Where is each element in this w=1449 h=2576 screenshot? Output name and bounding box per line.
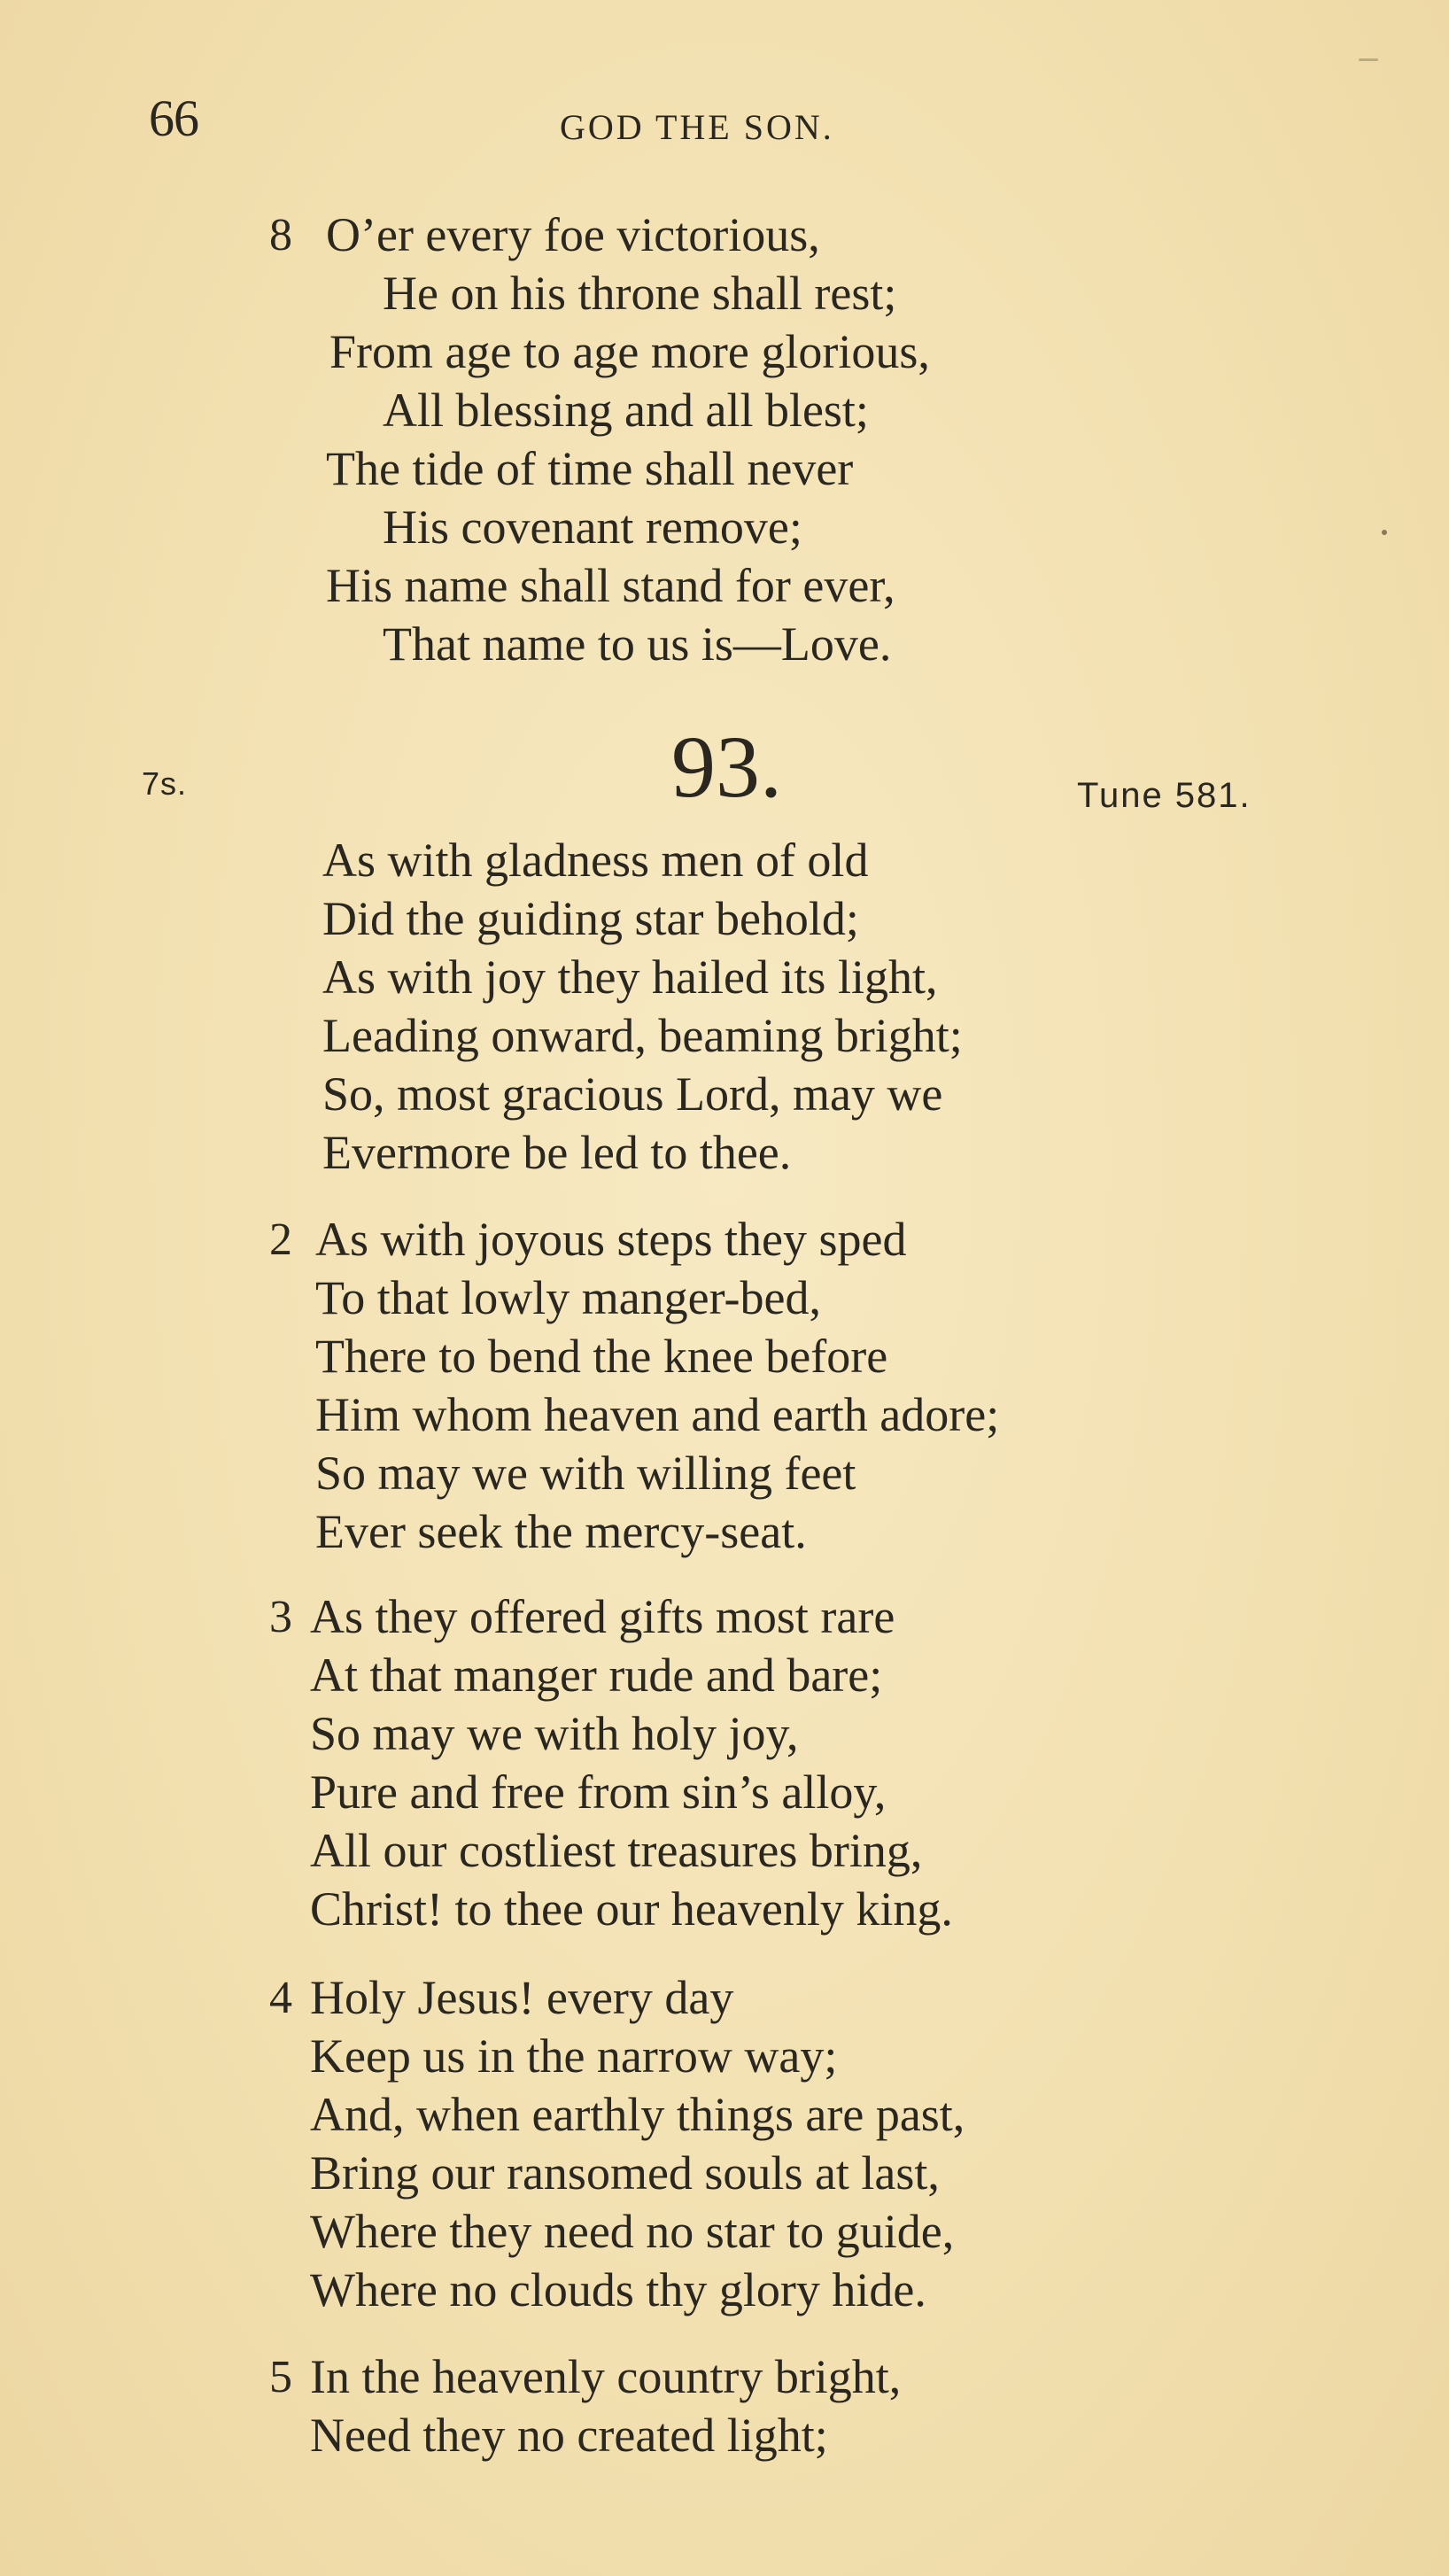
- stanza-number: 3: [269, 1592, 292, 1642]
- hymn-line: As with joy they hailed its light,: [322, 950, 938, 1004]
- hymn-line: So may we with willing feet: [315, 1447, 856, 1500]
- hymn-line: Bring our ransomed souls at last,: [310, 2146, 940, 2200]
- hymn-line: As with gladness men of old: [322, 834, 869, 887]
- hymn-line: Evermore be led to thee.: [322, 1126, 792, 1179]
- stanza-number: 8: [269, 210, 292, 260]
- tune-reference: Tune 581.: [1077, 776, 1251, 815]
- hymn-line: From age to age more glorious,: [329, 325, 930, 378]
- stanza-number: 4: [269, 1973, 292, 2023]
- hymn-meter: 7s.: [142, 765, 188, 802]
- paper-speck: [1359, 58, 1378, 61]
- hymn-line: Him whom heaven and earth adore;: [315, 1388, 1000, 1441]
- hymn-line: The tide of time shall never: [326, 442, 854, 495]
- hymn-line: Holy Jesus! every day: [310, 1971, 734, 2024]
- hymn-number: 93.: [671, 718, 782, 816]
- hymn-line: So, most gracious Lord, may we: [322, 1067, 943, 1121]
- hymn-line: In the heavenly country bright,: [310, 2350, 902, 2403]
- running-head: GOD THE SON.: [560, 107, 834, 147]
- hymn-line: Christ! to thee our heavenly king.: [310, 1882, 953, 1936]
- hymn-line: Need they no created light;: [310, 2409, 828, 2462]
- hymn-line: O’er every foe victorious,: [326, 208, 820, 261]
- hymn-line: Leading onward, beaming bright;: [322, 1009, 963, 1062]
- hymn-line: And, when earthly things are past,: [310, 2088, 965, 2141]
- hymn-line: He on his throne shall rest;: [383, 267, 897, 320]
- hymn-line: To that lowly manger-bed,: [315, 1271, 821, 1324]
- hymn-line: Where they need no star to guide,: [310, 2205, 955, 2258]
- hymn-line: Did the guiding star behold;: [322, 892, 859, 945]
- hymn-line: That name to us is—Love.: [383, 617, 892, 671]
- hymn-line: Pure and free from sin’s alloy,: [310, 1765, 887, 1819]
- paper-speck: [1382, 530, 1387, 535]
- stanza-number: 5: [269, 2352, 292, 2402]
- hymn-line: So may we with holy joy,: [310, 1707, 799, 1760]
- hymn-line: As they offered gifts most rare: [310, 1590, 895, 1643]
- hymn-line: His covenant remove;: [383, 500, 802, 554]
- hymn-line: Where no clouds thy glory hide.: [310, 2263, 926, 2316]
- hymn-line: Ever seek the mercy-seat.: [315, 1505, 807, 1558]
- page-number: 66: [149, 89, 198, 147]
- hymn-line: As with joyous steps they sped: [315, 1213, 907, 1266]
- hymn-line: All our costliest treasures bring,: [310, 1824, 923, 1877]
- hymn-line: Keep us in the narrow way;: [310, 2029, 838, 2083]
- hymn-line: All blessing and all blest;: [383, 384, 869, 437]
- hymn-line: At that manger rude and bare;: [310, 1649, 883, 1702]
- hymn-line: There to bend the knee before: [315, 1330, 888, 1383]
- hymn-line: His name shall stand for ever,: [326, 559, 895, 612]
- stanza-number: 2: [269, 1214, 292, 1265]
